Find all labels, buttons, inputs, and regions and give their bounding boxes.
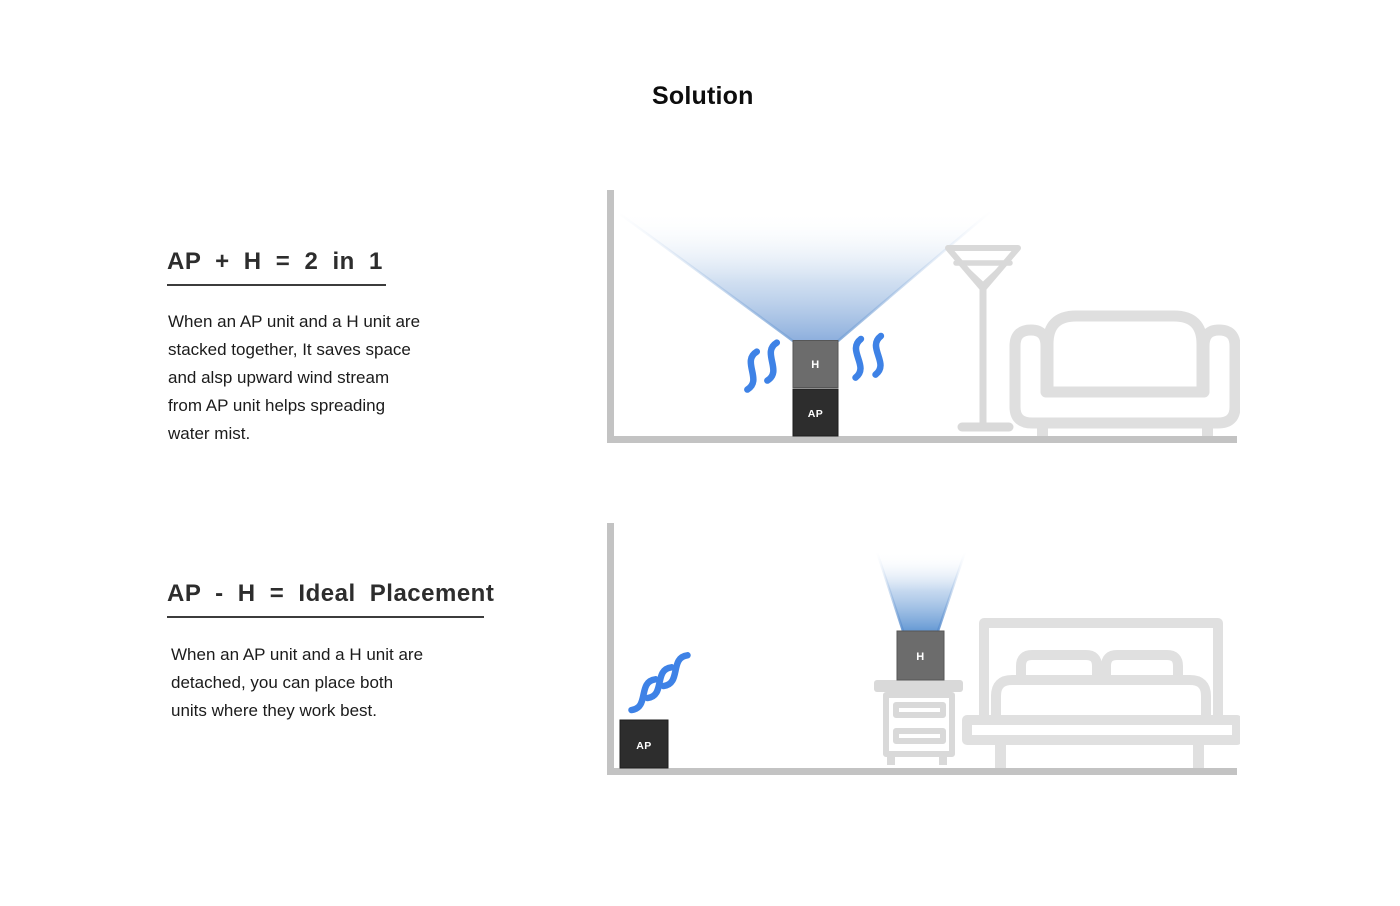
- bed-icon: [967, 623, 1237, 768]
- h-unit-box: [793, 341, 838, 388]
- body-line: stacked together, It saves space: [168, 340, 411, 359]
- body-line: water mist.: [168, 424, 251, 443]
- body-line: When an AP unit and a H unit are: [171, 645, 424, 664]
- mist-cone-icon: [620, 211, 991, 341]
- wall: [607, 523, 614, 775]
- wall: [607, 190, 614, 443]
- mist-cone-icon: [877, 552, 965, 631]
- diagram-stacked-canvas: [600, 180, 1240, 456]
- ap-unit-label: AP: [807, 408, 824, 420]
- h-unit-label: H: [916, 651, 925, 663]
- h-unit-box: [897, 631, 944, 680]
- diagram-detached-canvas: [600, 515, 1240, 780]
- ap-unit-box: [793, 389, 838, 436]
- floor: [607, 768, 1237, 775]
- body-line: When an AP unit and a H unit are: [168, 312, 421, 331]
- nightstand-icon: [877, 683, 960, 765]
- sofa-icon: [1015, 316, 1235, 436]
- page-title: Solution: [652, 82, 754, 110]
- body-line: from AP unit helps spreading: [168, 396, 386, 415]
- h-unit-label: H: [811, 359, 820, 371]
- section2-body: [171, 641, 423, 725]
- floor-lamp-icon: [948, 248, 1018, 427]
- ap-unit-label: AP: [636, 740, 652, 752]
- floor: [607, 436, 1237, 443]
- section1-body: [168, 308, 420, 448]
- ap-unit-box: [620, 720, 668, 768]
- section2-heading: AP - H = Ideal Placement: [167, 580, 484, 618]
- body-line: and alsp upward wind stream: [168, 368, 390, 387]
- section1-heading: AP + H = 2 in 1: [167, 248, 386, 286]
- body-line: units where they work best.: [171, 701, 377, 720]
- diagram-stacked-units: [600, 180, 1240, 456]
- wind-waves-icon: [629, 653, 691, 712]
- diagram-detached-units: [600, 515, 1240, 780]
- body-line: detached, you can place both: [171, 673, 394, 692]
